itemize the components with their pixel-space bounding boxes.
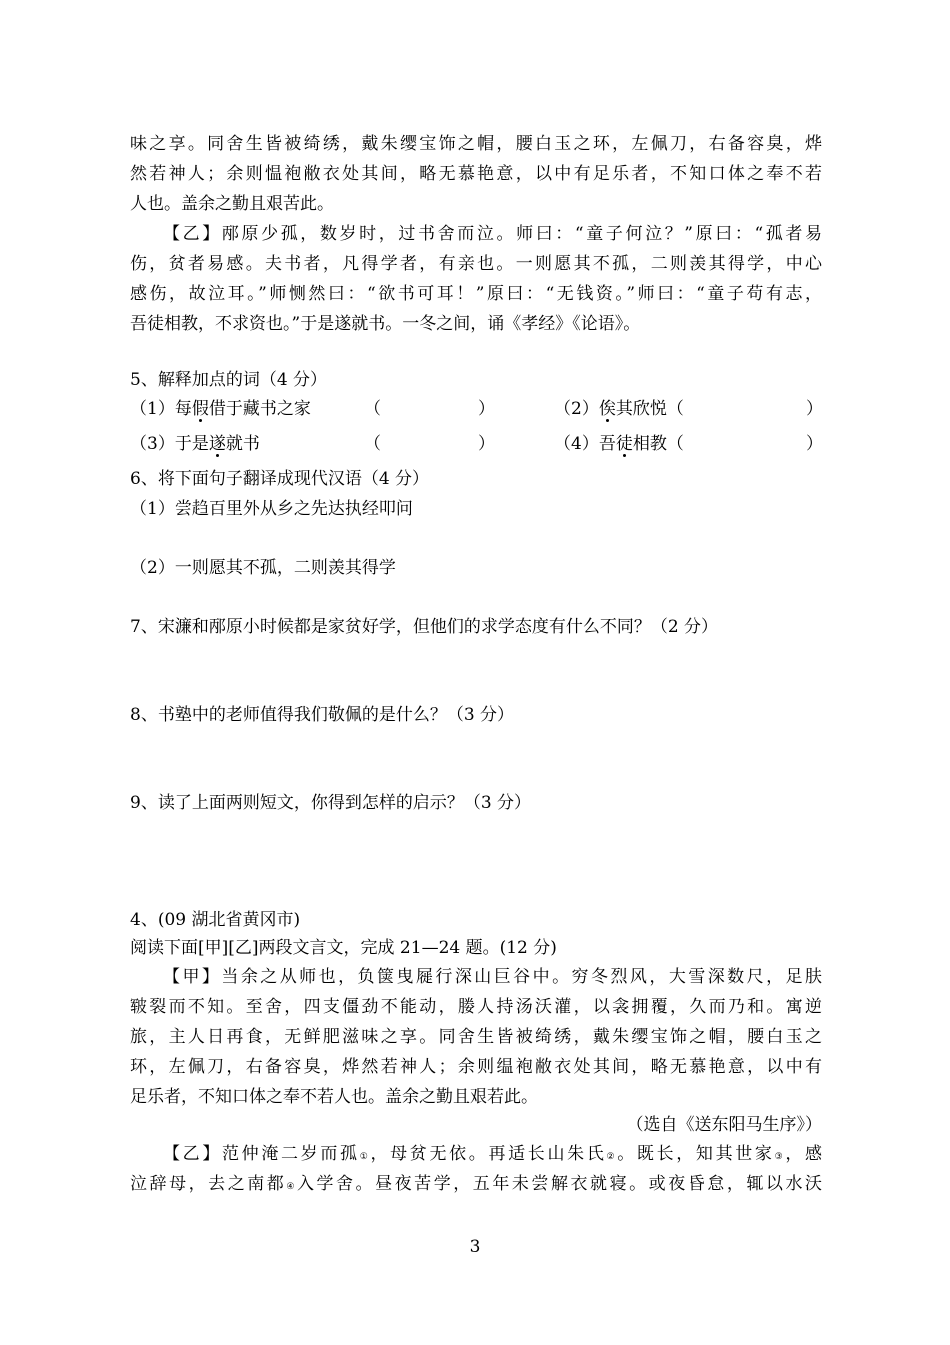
jia-passage-line: 旅，主人日再食，无鲜肥滋味之享。同舍生皆被绮绣，戴朱缨宝饰之帽，腰白玉之 [130, 1027, 822, 1047]
question-5-title: 5、解释加点的词（4 分） [130, 370, 328, 390]
yi-passage-line: 伤，贫者易感。夫书者，凡得学者，有亲也。一则愿其不孤，二则羡其得学，中心 [130, 254, 822, 274]
q5-item-4: （4）吾徒相教（ [554, 434, 684, 454]
question-8: 8、书塾中的老师值得我们敬佩的是什么？（3 分） [130, 705, 515, 725]
q5-item-2: （2）俟其欣悦（ [554, 399, 684, 419]
q5-answer-1-close: ） [478, 399, 495, 419]
jia-passage-line: 环，左佩刀，右备容臭，烨然若神人；余则缊袍敝衣处其间，略无慕艳意，以中有 [130, 1057, 822, 1077]
source-citation: （选自《送东阳马生序》） [626, 1115, 822, 1135]
q5-item-1: （1）每假借于藏书之家 [130, 399, 311, 419]
q5-answer-1-open: （ [364, 399, 381, 419]
question-6-title: 6、将下面句子翻译成现代汉语（4 分） [130, 469, 430, 489]
passage-line: 然若神人；余则愠袍敝衣处其间，略无慕艳意，以中有足乐者，不知口体之奉不若 [130, 164, 822, 184]
jia-passage-line: 足乐者，不知口体之奉不若人也。盖余之勤且艰若此。 [130, 1087, 538, 1107]
q5-item-3: （3）于是遂就书 [130, 434, 260, 454]
page-number: 3 [469, 1237, 481, 1257]
yi-passage-line: 吾徒相教，不求资也。”于是遂就书。一冬之间，诵《孝经》《论语》。 [130, 314, 641, 334]
section-4-header: 4、(09 湖北省黄冈市) [130, 910, 301, 930]
q5-answer-3-open: （ [364, 434, 381, 454]
question-7: 7、宋濂和邴原小时候都是家贫好学，但他们的求学态度有什么不同？（2 分） [130, 617, 719, 637]
section-4-instruction: 阅读下面[甲][乙]两段文言文，完成 21—24 题。(12 分) [130, 938, 557, 958]
q5-answer-4-close: ） [806, 434, 823, 454]
q5-answer-3-close: ） [478, 434, 495, 454]
jia-passage-line: 【甲】当余之从师也，负箧曳屣行深山巨谷中。穷冬烈风，大雪深数尺，足肤 [163, 967, 822, 987]
passage-line: 人也。盖余之勤且艰苦此。 [130, 194, 334, 214]
passage-line: 味之享。同舍生皆被绮绣，戴朱缨宝饰之帽，腰白玉之环，左佩刀，右备容臭，烨 [130, 134, 822, 154]
jia-passage-line: 皲裂而不知。至舍，四支僵劲不能动，媵人持汤沃灌，以衾拥覆，久而乃和。寓逆 [130, 997, 822, 1017]
q5-answer-2-close: ） [806, 399, 823, 419]
question-9: 9、读了上面两则短文，你得到怎样的启示？（3 分） [130, 793, 532, 813]
q6-sentence-1: （1）尝趋百里外从乡之先达执经叩问 [130, 499, 413, 519]
q6-sentence-2: （2）一则愿其不孤，二则羡其得学 [130, 558, 396, 578]
yi-passage-line: 【乙】范仲淹二岁而孤①，母贫无依。再适长山朱氏②。既长，知其世家③，感 [163, 1144, 823, 1164]
yi-passage-line: 感伤，故泣耳。”师恻然曰：“欲书可耳！”原曰：“无钱资。”师曰：“童子苟有志， [130, 284, 822, 304]
yi-passage-line: 泣辞母，去之南都④入学舍。昼夜苦学，五年未尝解衣就寝。或夜昏怠，辄以水沃 [130, 1174, 822, 1194]
yi-passage-line: 【乙】邴原少孤，数岁时，过书舍而泣。师曰：“童子何泣？”原曰：“孤者易 [163, 224, 822, 244]
